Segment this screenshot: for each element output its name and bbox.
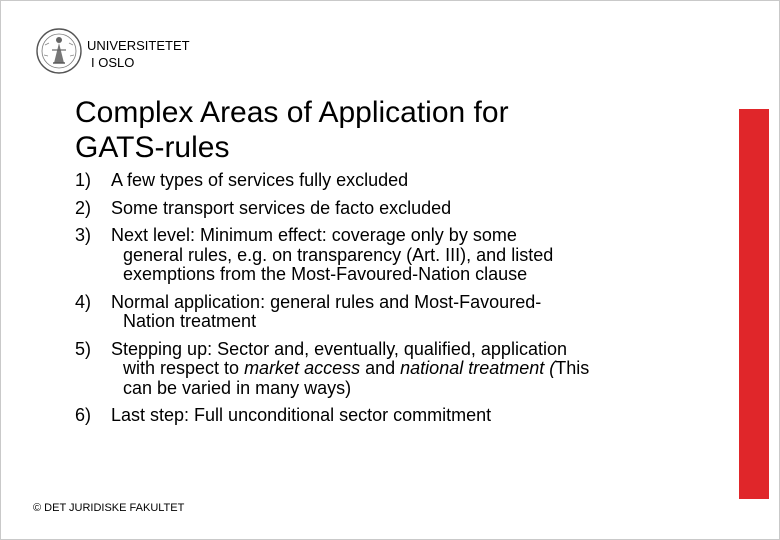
list-item-number: 4) [75,291,92,312]
accent-bar [739,109,769,499]
list-item-text: Some transport services de facto excluded [111,197,452,218]
list-item-continuation: exemptions from the Most-Favoured-Nation clause [123,264,528,284]
list-item [75,199,675,219]
list-item-text: Normal application: general rules and Most-Favoured- [111,291,542,312]
footer-copyright: © DET JURIDISKE FAKULTET [33,502,185,514]
university-seal-icon [35,23,83,79]
text-run: with respect to [123,358,245,378]
emphasis-national-treatment: national treatment ( [400,358,556,378]
list-item-text: Stepping up: Sector and, eventually, qualified, application [111,338,567,359]
list-item-number: 3) [75,225,92,245]
list-item [75,406,675,426]
list-item-number: 6) [75,405,92,425]
list-item-text: A few types of services fully excluded [111,170,409,190]
list-item-text: Last step: Full unconditional sector commitment [111,405,492,425]
university-name-line1: UNIVERSITETET [87,38,190,53]
list-item-text: Next level: Minimum effect: coverage only by some [111,225,517,245]
list-item-continuation: general rules, e.g. on transparency (Art. III), and listed [123,244,554,265]
text-run: This [555,358,590,378]
slide-title-line2: GATS-rules [75,131,230,164]
list-item [75,293,675,332]
list-item-continuation [111,359,675,379]
text-run: and [360,358,401,378]
numbered-list [75,171,675,434]
slide-title [75,95,675,165]
list-item [75,171,675,191]
university-name [87,37,190,71]
university-name-line2: I OSLO [91,55,135,70]
list-item-number: 5) [75,338,92,359]
slide-title-line1: Complex Areas of Application for [75,96,509,129]
list-item [75,226,675,285]
emphasis-market-access: market access [244,358,361,378]
list-item-number: 2) [75,197,92,218]
list-item-continuation: can be varied in many ways) [123,377,352,398]
list-item-number: 1) [75,170,92,190]
list-item [75,340,675,399]
list-item-continuation: Nation treatment [123,311,257,331]
